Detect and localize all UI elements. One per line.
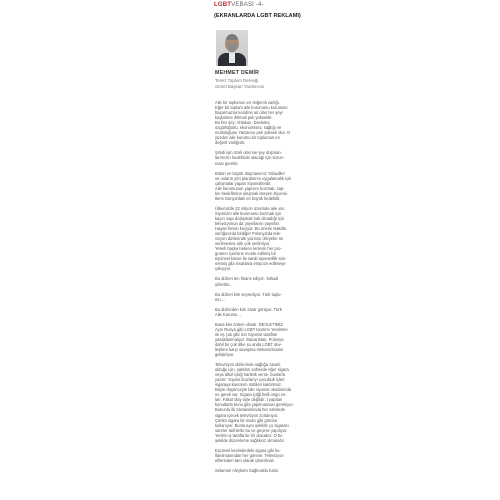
series-brand: LGBT (214, 2, 232, 8)
series-label (214, 2, 264, 8)
paragraph: Bu dizileri ten finans ediyor. Yahudi şirketler... (215, 276, 279, 287)
paragraph: Bu dizileri kim seyrediyor. Türk toplu- mu ... (215, 291, 282, 302)
paragraph: Buna kim önlem olmalı. DEVLETİMİZ. Aynı Rusya gibi LGBT tanıtımı Yenilmen ile eş çok gibi izin Siyonist tarafları yasaklanmalıyız. Macaristan, Polonya dahil bir çok ülke şu anda LGBT dev- leşilere karşı savaşma mekanizmaları geliştiriyor. (215, 321, 288, 358)
article-body (215, 100, 305, 478)
paragraph: Bütün en büyük düşmanımız Yahudiler ve onların yön planlarının uygulamalık için çalışmalar yapan Siyonistlerdir. Aile kurumunun yapısını bozmak, sap- kın hedeflerine ulaşmak isteyen Siyonis- tlerin Dünya'daki en büyük hedefidir. (215, 170, 292, 201)
author-name: MEHMET DEMİR (215, 70, 260, 76)
author-title: Genel Başkan Yardımcısı (215, 84, 265, 89)
author-photo (216, 30, 248, 66)
paragraph: Selamün Aleyküm Sağlıcakla Kalın. (215, 467, 280, 473)
article-headline: (EKRANLARDA LGBT REKLAMI) (214, 13, 301, 19)
paragraph: Bu dizilerden kim zarar görüyor. Türk Aile Kurumu ... (215, 306, 282, 317)
series-title: VEBASI -4- (231, 2, 264, 8)
author-organization: Temiz Toplum Derneği (215, 78, 259, 83)
paragraph: Televizyon dizilerinde sağlığa zararlı olduğu için, şarkları sahnede eğer sigara veya alkol içkiğ hariletk verse, bunlarla yazılır. Yoponi ibuzlarıyı çocukluk içleri sigaraya kavrarım üstüleri kaldırmaz. Böyle düşünceyle bile siyonist okurlarında ne gerek var. Sigara içtiği belli ongu ce- lari. Fakat olay öyle değildir. İ yapılan konutlarla bunu gibi yapılmaması gerekiyor. Bununla ilk zamanlarında her sahnede sigara içecek televizyon zorlanıyor. Çünkü sigara bir insan gibi görünü kullanıyor. Bunla aynı şekilde ço sigarası süreler tarihlerle bu ve geçirse yapılıyor. Yerinin iş tarafta ile bir olacakız. O bu şekilde düzenleme sağlıksız olmasıdır. (215, 362, 294, 443)
paragraph: Şimdi işin özeli olan ise şey düşman- larımızın hedefinde olacağı için korun- ması gerekir. (215, 150, 285, 166)
paragraph: Aile bir toplumun en önğemli varlığı. Eğer bir toplum aile kurumunu koruması başarmazsa kendine ait olan her şeyi kaybetme ihtimali pek yüksektir. Bu her şey; Ahlakını, Devletini, özgürlüğünü, ekonomisini, sağlığı ve mutluluğunu Yaratıcısı pek yüksek olur. O yüzden aile kurumu bir toplumun en değerli varlığıdır. (215, 100, 291, 146)
paragraph: Eşcinsel kesimlerdeki sigara gibi ku- llanılmasından her görene. Televizyon elilerinden tam olarak çıkarılmalı. (215, 447, 284, 463)
paragraph: Ülkemizde 22 milyon üzerinde aile var. Siyonizm aile kurumunu bozmak için kaçırı sapı dolaşmak hali olmadığı için televizyonun da yayınlarını yayınlar. Hayatı hinsin keçiyor. Bu önemi Nakdle varlığınızda birdiğer Polonya'da tele- vizyon dizilerinde yazısını izleyebe ne verilmesine aile çok verilmiyor. Yeterli başka bekren lenlerin her pro- gramın içerisine monte edilmiş bir eşcinsel kimse ile sanki aşısıselilik sün- netmiş gibi insanlara empoze edilmeye çalışıyor. (215, 205, 287, 272)
